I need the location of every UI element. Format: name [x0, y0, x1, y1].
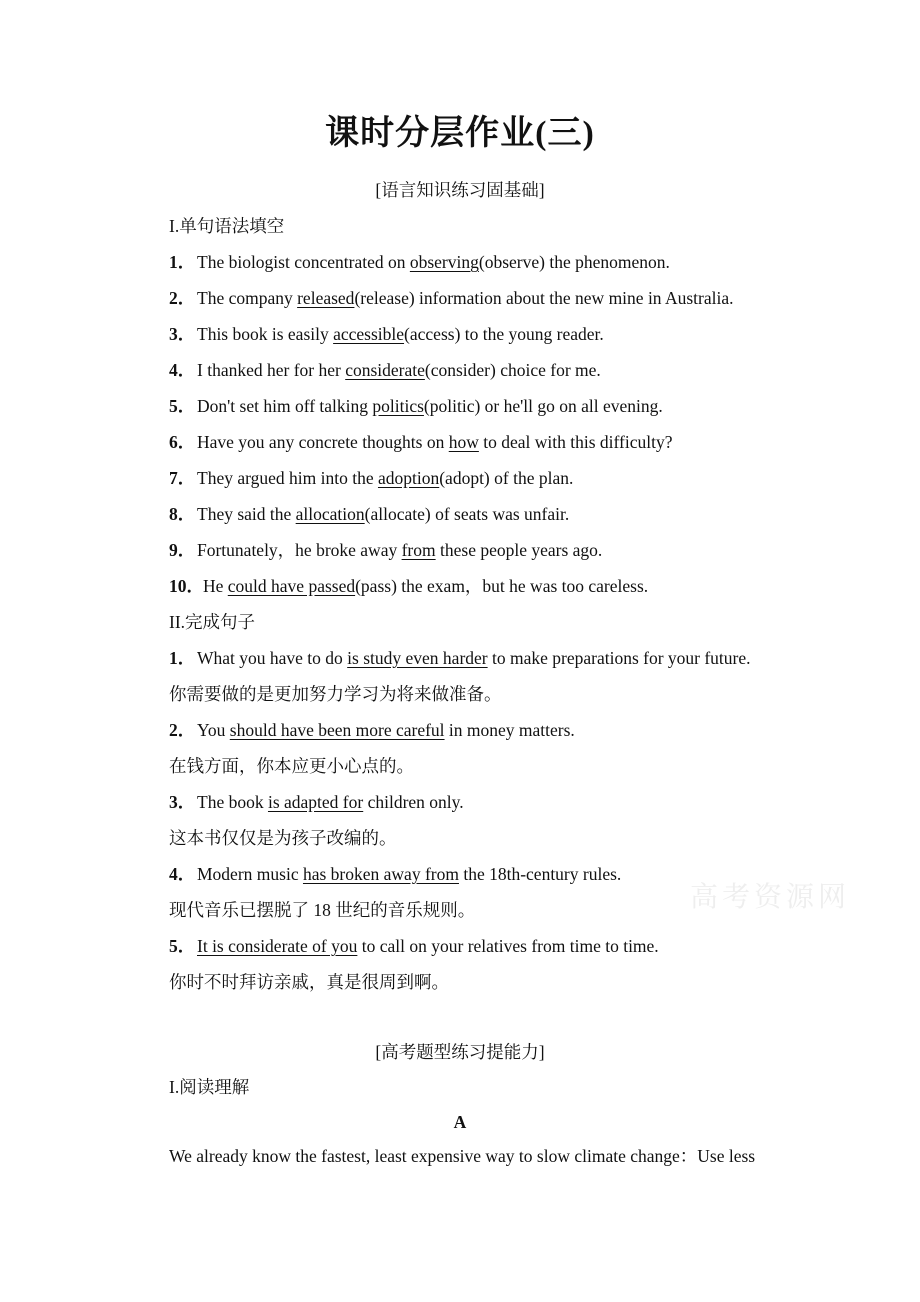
chinese-translation: 在钱方面，你本应更小心点的。: [169, 756, 414, 776]
section-header-basics: [语言知识练习固基础]: [375, 180, 545, 200]
exercise-item: 7． They argued him into the adoption(adopt) of the plan.: [169, 465, 573, 491]
item-number: 2．: [169, 720, 196, 740]
chinese-translation: 现代音乐已摆脱了 18 世纪的音乐规则。: [169, 900, 476, 920]
item-number: 2．: [169, 288, 196, 308]
item-number: 5．: [169, 396, 196, 416]
chinese-translation: 这本书仅仅是为孩子改编的。: [169, 828, 397, 848]
answer: released: [297, 288, 355, 308]
sentence-item: 5． It is considerate of you to call on your relatives from time to time.: [169, 933, 659, 959]
part-title-complete-sentences: II.完成句子: [169, 612, 256, 632]
answer: is adapted for: [267, 792, 364, 812]
part-title-grammar-fill: I.单句语法填空: [169, 216, 285, 236]
answer: observing: [409, 252, 479, 272]
item-number: 3．: [169, 792, 196, 812]
answer: is study even harder: [347, 648, 488, 668]
answer: has broken away from: [302, 864, 459, 884]
exercise-item: 9． Fortunately，he broke away from these people years ago.: [169, 537, 602, 563]
exercise-item: 3． This book is easily accessible(access) to the young reader.: [169, 321, 604, 347]
exercise-item: 8． They said the allocation(allocate) of seats was unfair.: [169, 501, 569, 527]
sentence-item: 4． Modern music has broken away from the 18th-century rules.: [169, 861, 621, 887]
chinese-translation: 你时不时拜访亲戚，真是很周到啊。: [169, 972, 449, 992]
item-number: 3．: [169, 324, 196, 344]
watermark: 高考资源网: [690, 882, 851, 913]
answer: from: [401, 540, 436, 560]
exercise-item: 6． Have you any concrete thoughts on how to deal with this difficulty?: [169, 429, 672, 455]
answer: accessible: [333, 324, 405, 344]
exercise-item: 1． The biologist concentrated on observing(observe) the phenomenon.: [169, 249, 670, 275]
item-number: 4．: [169, 360, 196, 380]
answer: It is considerate of you: [197, 936, 358, 956]
chinese-translation: 你需要做的是更加努力学习为将来做准备。: [169, 684, 502, 704]
passage-label: A: [453, 1112, 467, 1132]
answer: considerate: [345, 360, 425, 380]
answer: should have been more careful: [229, 720, 445, 740]
section-header-exam-skills: [高考题型练习提能力]: [375, 1042, 545, 1062]
answer: how: [448, 432, 479, 452]
answer: adoption: [377, 468, 440, 488]
sentence-item: 2． You should have been more careful in money matters.: [169, 717, 575, 743]
exercise-item: 2． The company released(release) information about the new mine in Australia.: [169, 285, 733, 311]
page-title: 课时分层作业(三): [325, 115, 595, 152]
sentence-item: 3． The book is adapted for children only.: [169, 789, 464, 815]
item-number: 1．: [169, 252, 196, 272]
passage-text: We already know the fastest, least expensive way to slow climate change：Use less: [169, 1146, 756, 1166]
item-number: 7．: [169, 468, 196, 488]
answer: allocation: [295, 504, 365, 524]
answer: politics: [372, 396, 424, 416]
sentence-item: 1． What you have to do is study even harder to make preparations for your future.: [169, 645, 751, 671]
part-title-reading: I.阅读理解: [169, 1077, 250, 1097]
answer: could have passed: [227, 576, 356, 596]
item-number: 5．: [169, 936, 196, 956]
item-number: 4．: [169, 864, 196, 884]
exercise-item: 5． Don't set him off talking politics(politic) or he'll go on all evening.: [169, 393, 663, 419]
item-number: 8．: [169, 504, 196, 524]
exercise-item: 4． I thanked her for her considerate(consider) choice for me.: [169, 357, 601, 383]
exercise-item: 10．He could have passed(pass) the exam，but he was too careless.: [169, 573, 648, 599]
item-number: 9．: [169, 540, 196, 560]
item-number: 6．: [169, 432, 196, 452]
item-number: 1．: [169, 648, 196, 668]
item-number: 10．: [169, 576, 204, 596]
